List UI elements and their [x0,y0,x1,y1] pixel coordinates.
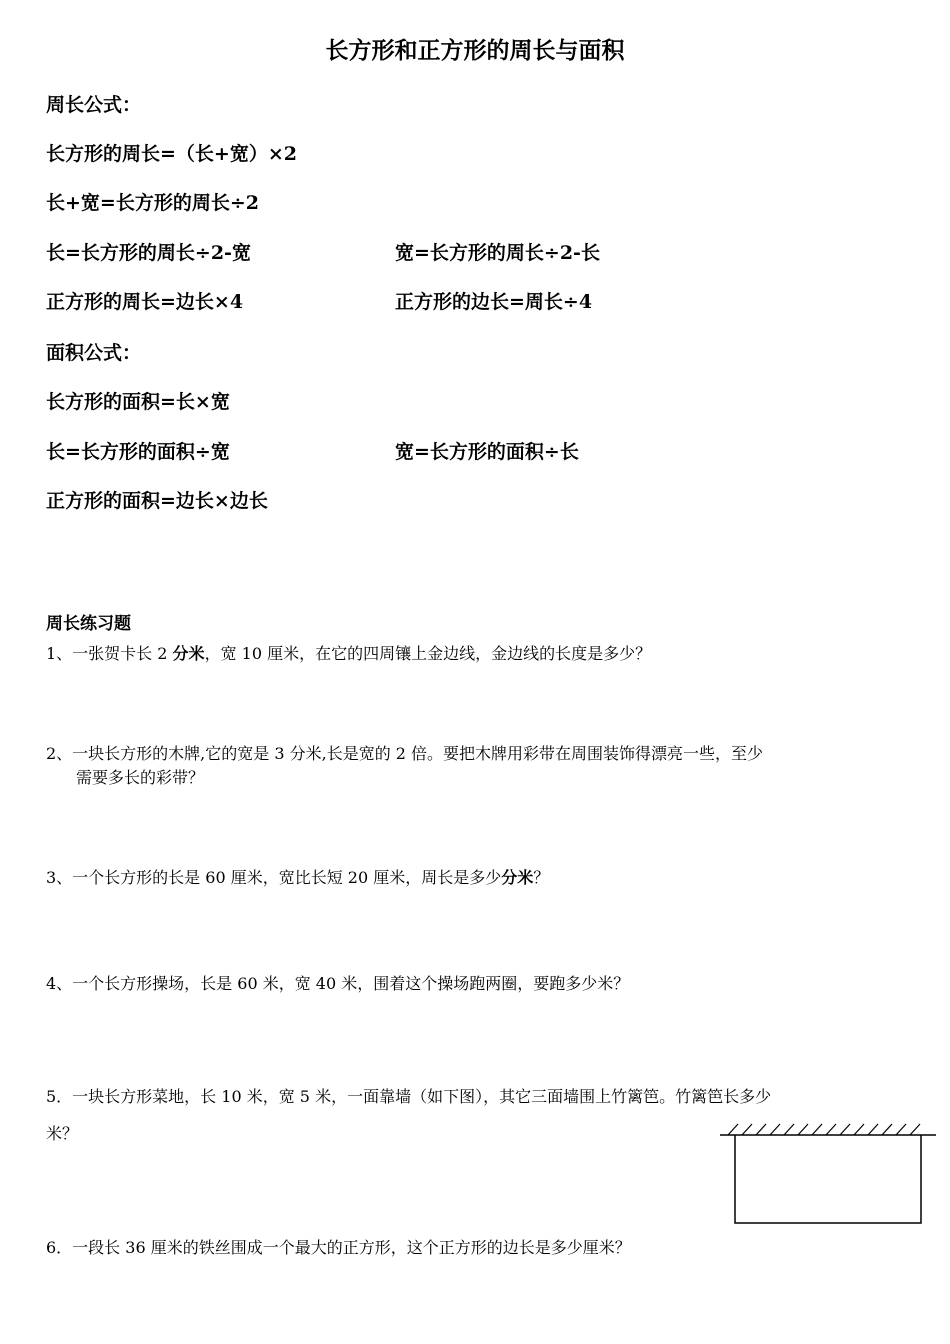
length-from-area-formula: 长=长方形的面积÷宽 [46,441,230,463]
question-3: 3、一个长方形的长是 60 厘米，宽比长短 20 厘米，周长是多少分米？ [46,868,550,887]
rect-perimeter-formula: 长方形的周长=（长+宽）×2 [46,143,297,165]
square-side-formula: 正方形的边长=周长÷4 [395,291,593,313]
length-from-perimeter-formula: 长=长方形的周长÷2-宽 [46,242,251,264]
length-plus-width-formula: 长+宽=长方形的周长÷2 [46,192,259,214]
question-5-line-2: 米？ [46,1124,79,1143]
perimeter-formula-heading: 周长公式： [46,94,142,116]
fence-outline [735,1135,921,1223]
square-perimeter-formula: 正方形的周长=边长×4 [46,291,244,313]
question-1: 1、一张贺卡长 2 分米，宽 10 厘米，在它的四周镶上金边线，金边线的长度是多少？ [46,644,652,663]
area-formula-heading: 面积公式： [46,342,142,364]
width-from-perimeter-formula: 宽=长方形的周长÷2-长 [395,242,600,264]
question-2-line-1: 2、一块长方形的木牌,它的宽是 3 分米,长是宽的 2 倍。要把木牌用彩带在周围装饰得漂亮一些，至少 [46,744,764,763]
question-2-line-2: 需要多长的彩带？ [76,768,205,787]
question-6: 6．一段长 36 厘米的铁丝围成一个最大的正方形，这个正方形的边长是多少厘米？ [46,1238,631,1257]
width-from-area-formula: 宽=长方形的面积÷长 [395,441,579,463]
rect-area-formula: 长方形的面积=长×宽 [46,391,230,413]
page-title: 长方形和正方形的周长与面积 [325,37,625,64]
exercise-heading: 周长练习题 [46,614,131,634]
square-area-formula: 正方形的面积=边长×边长 [46,490,268,512]
question-5-line-1: 5．一块长方形菜地，长 10 米，宽 5 米，一面靠墙（如下图），其它三面墙围上竹篱笆。竹篱笆长多少 [46,1087,772,1106]
wall-hatching [728,1124,920,1135]
question-4: 4、一个长方形操场，长是 60 米，宽 40 米，围着这个操场跑两圈，要跑多少米？ [46,974,630,993]
garden-wall-diagram [718,1120,938,1230]
